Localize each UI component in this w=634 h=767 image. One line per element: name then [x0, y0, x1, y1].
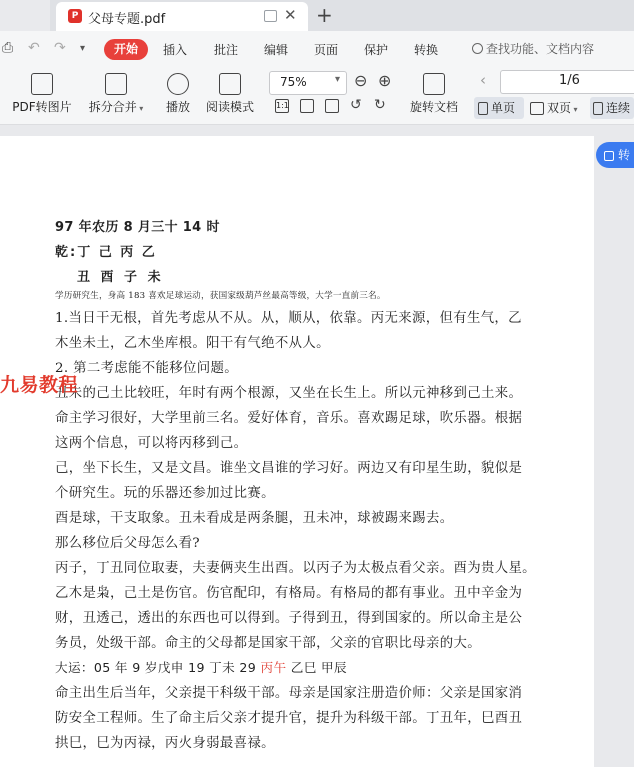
doc-line: 拱巳，巳为丙禄，丙火身弱最喜禄。 [55, 736, 275, 751]
double-page-button[interactable] [530, 97, 586, 119]
doc-line: 这两个信息，可以将丙移到己。 [55, 436, 248, 451]
rotate-document-button[interactable] [408, 73, 460, 115]
page-number-input[interactable] [500, 70, 634, 94]
menu-start[interactable]: 开始 [104, 39, 148, 60]
search-label: 查找功能、文档内容 [486, 42, 595, 56]
single-page-icon [478, 102, 488, 115]
convert-icon [604, 151, 614, 161]
doc-line: 己，坐下长生，又是文昌。谁坐文昌谁的学习好。两边又有印星生助，貌似是 [55, 461, 523, 476]
read-mode-button[interactable] [204, 73, 256, 115]
menu-annotate[interactable]: 批注 [214, 43, 239, 57]
search-function[interactable] [472, 40, 594, 57]
tab-bar [0, 0, 634, 31]
doc-line: 个研究生。玩的乐器还参加过比赛。 [55, 486, 275, 501]
doc-line: 2. 第二考虑能不能移位问题。 [55, 361, 238, 376]
convert-side-label: 转 [618, 148, 631, 162]
menu-bar [0, 31, 634, 67]
book-icon [219, 73, 241, 95]
doc-line: 命主学习很好，大学里前三名。爱好体育，音乐。喜欢踢足球，吹乐器。根据 [55, 411, 523, 426]
zoom-out-icon[interactable]: ⊖ [354, 71, 368, 90]
redo-icon[interactable]: ↷ [54, 40, 66, 56]
single-page-label: 单页 [491, 101, 516, 115]
undo-icon[interactable]: ↶ [28, 40, 40, 56]
zoom-value: 75% [280, 75, 307, 89]
split-merge-icon [105, 73, 127, 95]
rotate-document-icon [423, 73, 445, 95]
doc-intro: 学历研究生，身高 183 喜欢足球运动，获国家级葫芦丝最高等级，大学一直前三名。 [55, 291, 386, 301]
read-mode-label: 阅读模式 [205, 100, 254, 114]
actual-size-icon[interactable]: 1:1 [275, 99, 289, 113]
new-tab-button[interactable]: + [316, 3, 333, 27]
doc-line: 命主出生后当年，父亲提干科级干部。母亲是国家注册造价师：父亲是国家消 [55, 686, 523, 701]
print-icon[interactable]: ⎙ [2, 40, 14, 56]
doc-line: 务员，处级干部。命主的父母都是国家干部，父亲的官职比母亲的大。 [55, 636, 481, 651]
continuous-label: 连续 [606, 101, 631, 115]
doc-line: 木坐未土，乙木坐库根。阳干有气绝不从人。 [55, 336, 330, 351]
search-icon [472, 43, 483, 54]
doc-title: 97 年农历 8 月三十 14 时 [55, 220, 220, 235]
document-tab[interactable] [56, 2, 308, 31]
image-icon [31, 73, 53, 95]
doc-line: 乙木是枭，己土是伤官。伤官配印，有格局。有格局的都有事业。丑中辛金为 [55, 586, 523, 601]
zoom-select[interactable] [269, 71, 347, 95]
split-merge-dropdown-icon: ▾ [136, 104, 144, 113]
quick-access-dropdown-icon[interactable]: ▾ [80, 43, 86, 54]
doc-dayun [55, 657, 347, 676]
toolbar [0, 67, 634, 125]
dayun-highlight: 丙午 [260, 660, 287, 675]
rotate-document-label: 旋转文档 [409, 100, 458, 114]
zoom-in-icon[interactable]: ⊕ [378, 71, 392, 90]
pdf-to-image-button[interactable] [12, 73, 72, 115]
doc-line: 丑未的己土比较旺，年时有两个根源，又坐在长生上。所以元神移到己土来。 [55, 386, 523, 401]
page-indicator: 1/6 [559, 73, 580, 88]
split-merge-button[interactable] [84, 73, 148, 115]
convert-side-button[interactable] [596, 142, 634, 168]
continuous-icon [593, 102, 603, 115]
menu-insert[interactable]: 插入 [163, 43, 188, 57]
play-button[interactable] [160, 73, 196, 115]
double-page-label: 双页 [547, 101, 572, 115]
menu-protect[interactable]: 保护 [364, 43, 389, 57]
doc-line: 防安全工程师。生了命主后父亲才提升官，提升为科级干部。丁丑年，巳酉丑 [55, 711, 523, 726]
doc-line: 1.当日干无根，首先考虑从不从。从，顺从，依靠。丙无来源，但有生气，乙 [55, 311, 522, 326]
play-icon [167, 73, 189, 95]
doc-line: 丙子，丁丑同位取妻，夫妻俩夹生出酉。以丙子为太极点看父亲。酉为贵人星。 [55, 561, 536, 576]
dayun-end: 乙巳 甲辰 [286, 660, 347, 675]
double-page-dropdown-icon: ▾ [571, 105, 578, 114]
tab-title: 父母专题.pdf [88, 12, 166, 27]
zoom-dropdown-icon: ▾ [334, 74, 340, 85]
doc-line: 财，丑透己，透出的东西也可以得到。子得到丑，得到国家的。所以命主是公 [55, 611, 523, 626]
close-tab-icon[interactable]: ✕ [284, 6, 297, 24]
doc-line: 酉是球，干支取象。丑未看成是两条腿，丑未冲，球被踢来踢去。 [55, 511, 454, 526]
tab-bar-left [0, 0, 50, 31]
pdf-to-image-label: PDF转图片 [12, 100, 72, 114]
play-label: 播放 [165, 100, 190, 114]
menu-page[interactable]: 页面 [314, 43, 339, 57]
fit-page-icon[interactable] [300, 99, 314, 113]
doc-line: 那么移位后父母怎么看? [55, 536, 200, 551]
split-merge-label: 拆分合并 [88, 100, 137, 114]
menu-edit[interactable]: 编辑 [264, 43, 289, 57]
double-page-icon [530, 102, 544, 115]
window-icon[interactable] [264, 10, 277, 22]
previous-page-icon[interactable]: ‹ [480, 71, 486, 89]
doc-branches: 丑 酉 子 未 [77, 270, 164, 285]
menu-convert[interactable]: 转换 [414, 43, 439, 57]
rotate-left-icon[interactable]: ↺ [350, 97, 362, 113]
single-page-button[interactable] [474, 97, 524, 119]
continuous-button[interactable] [590, 97, 634, 119]
pdf-file-icon: P [68, 9, 82, 23]
watermark: 九易教程 [0, 374, 79, 396]
doc-stems: 乾:丁 己 丙 乙 [55, 245, 157, 260]
rotate-right-icon[interactable]: ↻ [374, 97, 386, 113]
dayun-start: 大运：05 年 9 岁戊申 19 丁未 29 [55, 660, 261, 675]
fit-width-icon[interactable] [325, 99, 339, 113]
